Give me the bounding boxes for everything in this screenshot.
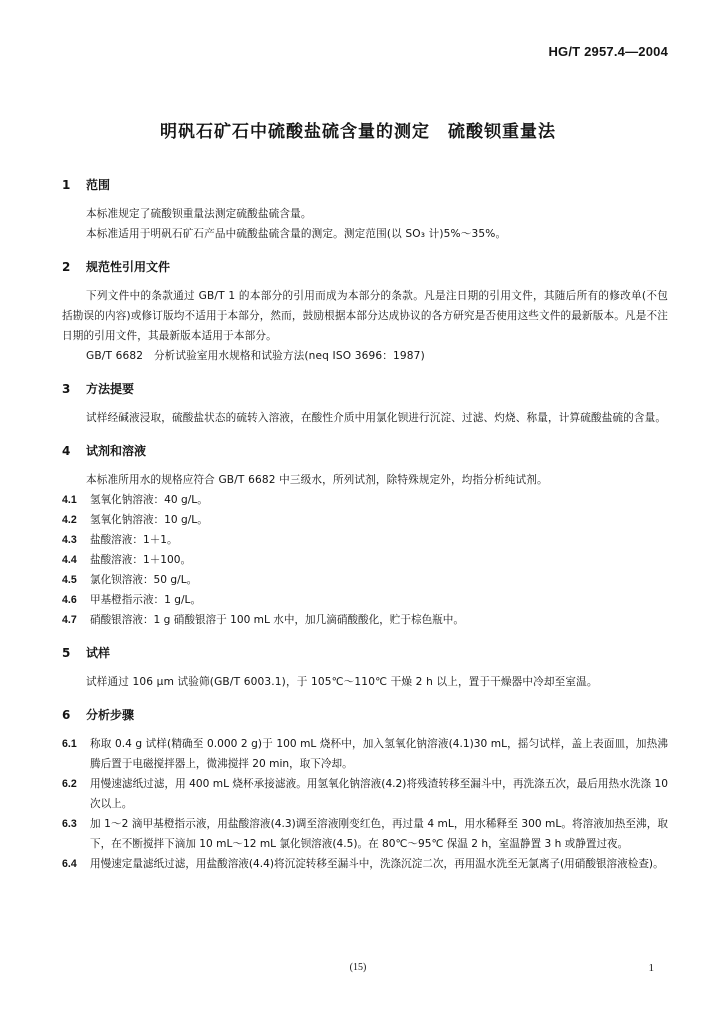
section-heading (62, 706, 668, 724)
item-number: 4.1 (62, 494, 77, 506)
item-number: 4.2 (62, 514, 77, 526)
section-number: 2 (62, 260, 71, 274)
item-number: 6.3 (62, 818, 77, 830)
paragraph: GB/T 6682 分析试验室用水规格和试验方法(neq ISO 3696：1987) (86, 350, 425, 362)
list-item (62, 570, 668, 590)
section-number: 6 (62, 708, 71, 722)
item-text: 盐酸溶液：1＋100。 (90, 554, 192, 566)
paragraph: 试样通过 106 μm 试验筛(GB/T 6003.1)，于 105℃～110℃ 干燥 2 h 以上，置于干燥器中冷却至室温。 (86, 676, 598, 688)
item-number: 4.5 (62, 574, 77, 586)
footer-page-number: 1 (648, 962, 654, 974)
section-number: 1 (62, 178, 71, 192)
section-reagents (62, 442, 668, 630)
section-heading (62, 442, 668, 460)
section-number: 4 (62, 444, 71, 458)
standard-code: HG/T 2957.4—2004 (548, 44, 668, 59)
list-item (62, 530, 668, 550)
section-heading (62, 176, 668, 194)
item-text: 用慢速滤纸过滤，用 400 mL 烧杯承接滤液。用氢氧化钠溶液(4.2)将残渣转移至漏斗中，再洗涤五次，最后用热水洗涤 10 次以上。 (90, 778, 668, 810)
item-text: 硝酸银溶液：1 g 硝酸银溶于 100 mL 水中，加几滴硝酸酸化，贮于棕色瓶中。 (90, 614, 464, 626)
item-text: 甲基橙指示液：1 g/L。 (90, 594, 202, 606)
list-item (62, 490, 668, 510)
section-title: 范围 (86, 178, 111, 192)
list-item (62, 550, 668, 570)
item-number: 4.7 (62, 614, 77, 626)
list-item (62, 814, 668, 854)
section-heading (62, 644, 668, 662)
section-title: 试样 (86, 646, 111, 660)
paragraph: 试样经碱液浸取，硫酸盐状态的硫转入溶液，在酸性介质中用氯化钡进行沉淀、过滤、灼烧、称量，计算硫酸盐硫的含量。 (86, 412, 667, 424)
list-item (62, 774, 668, 814)
item-number: 4.6 (62, 594, 77, 606)
item-text: 盐酸溶液：1＋1。 (90, 534, 178, 546)
section-title: 规范性引用文件 (86, 260, 171, 274)
paragraph: 本标准规定了硫酸钡重量法测定硫酸盐硫含量。 (86, 208, 312, 220)
item-text: 氯化钡溶液：50 g/L。 (90, 574, 198, 586)
section-number: 3 (62, 382, 71, 396)
paragraph: 下列文件中的条款通过 GB/T 1 的本部分的引用而成为本部分的条款。凡是注日期的引用文件，其随后所有的修改单(不包括勘误的内容)或修订版均不适用于本部分，然而，鼓励根据本部分达成协议的各方研究是否使用这些文件的最新版本。凡是不注日期的引用文件，其最新版本适用于本部分。 (62, 290, 668, 342)
item-number: 6.4 (62, 858, 77, 870)
item-text: 用慢速定量滤纸过滤，用盐酸溶液(4.4)将沉淀转移至漏斗中，洗涤沉淀二次，再用温水洗至无氯离子(用硝酸银溶液检查)。 (90, 858, 664, 870)
section-title: 方法提要 (86, 382, 135, 396)
section-heading (62, 380, 668, 398)
paragraph: 本标准所用水的规格应符合 GB/T 6682 中三级水，所列试剂，除特殊规定外，均指分析纯试剂。 (86, 474, 548, 486)
item-text: 称取 0.4 g 试样(精确至 0.000 2 g)于 100 mL 烧杯中，加入氢氧化钠溶液(4.1)30 mL，摇匀试样，盖上表面皿，加热沸腾后置于电磁搅拌器上，微沸搅拌 20 min，取下冷却。 (90, 738, 668, 770)
section-normative-references (62, 258, 668, 366)
paragraph: 本标准适用于明矾石矿石产品中硫酸盐硫含量的测定。测定范围(以 SO₃ 计)5%～35%。 (86, 228, 507, 240)
item-number: 6.1 (62, 738, 77, 750)
document-body (62, 176, 668, 874)
document-title: 明矾石矿石中硫酸盐硫含量的测定 硫酸钡重量法 (160, 122, 556, 142)
list-item (62, 610, 668, 630)
section-sample (62, 644, 668, 692)
list-item (62, 854, 668, 874)
section-title: 分析步骤 (86, 708, 135, 722)
list-item (62, 734, 668, 774)
item-text: 氢氧化钠溶液：40 g/L。 (90, 494, 208, 506)
footer-page-label: (15) (349, 962, 367, 973)
item-text: 氢氧化钠溶液：10 g/L。 (90, 514, 208, 526)
section-heading (62, 258, 668, 276)
list-item (62, 510, 668, 530)
section-method-summary (62, 380, 668, 428)
item-text: 加 1～2 滴甲基橙指示液，用盐酸溶液(4.3)调至溶液刚变红色，再过量 4 mL，用水稀释至 300 mL。将溶液加热至沸，取下，在不断搅拌下滴加 10 mL～12 mL 氯化钡溶液(4.5)。在 80℃～95℃ 保温 2 h，室温静置 3 h 或静置过夜。 (90, 818, 668, 850)
section-procedure (62, 706, 668, 874)
section-scope (62, 176, 668, 244)
item-number: 4.4 (62, 554, 77, 566)
list-item (62, 590, 668, 610)
item-number: 4.3 (62, 534, 77, 546)
section-title: 试剂和溶液 (86, 444, 147, 458)
item-number: 6.2 (62, 778, 77, 790)
section-number: 5 (62, 646, 71, 660)
